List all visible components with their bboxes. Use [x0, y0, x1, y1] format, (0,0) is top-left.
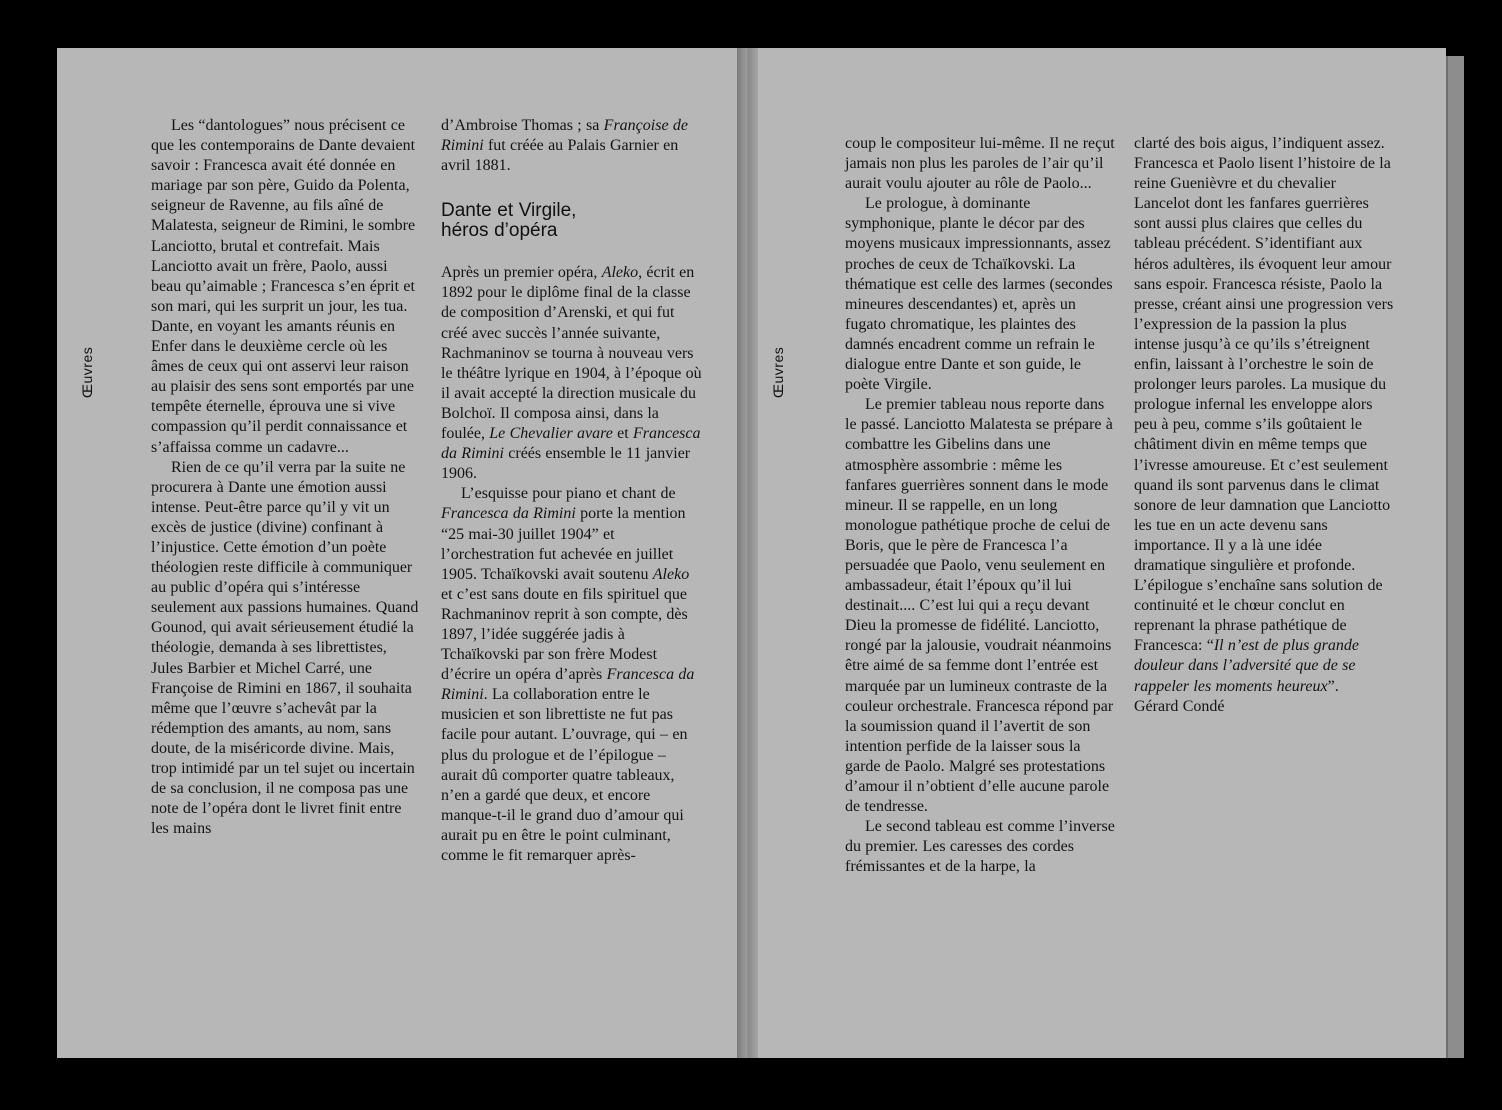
- right-page: [758, 48, 1446, 1058]
- quote: Il n’est de plus grande douleur dans l’adversité que de se rappeler les moments heureux: [1134, 637, 1359, 695]
- paragraph: Le second tableau est comme l’inverse du premier. Les caresses des cordes frémissantes et de la harpe, la: [845, 818, 1115, 876]
- paragraph: L’esquisse pour piano et chant de Francesca da Rimini porte la mention “25 mai-30 juillet 1904” et l’orchestration fut achevée en juillet 1905. Tchaïkovski avait soutenu Aleko et c’est sans doute en fils spirituel que Rachmaninov reprit à son compte, dès 1897, l’idée suggérée jadis à Tchaïkovski par son frère Modest d’écrire un opéra d’après Francesca da Rimini. La collaboration entre le musicien et son librettiste ne fut pas facile pour autant. L’ouvrage, qui – en plus du prologue et de l’épilogue – aurait dû comporter quatre tableaux, n’en a gardé que deux, et encore manque-t-il le grand duo d’amour qui aurait pu en être le point culminant, comme le fit remarquer après-: [441, 485, 695, 864]
- text-column-3: [845, 134, 1115, 877]
- page-edge: [1446, 56, 1464, 1058]
- paragraph: Le premier tableau nous reporte dans le passé. Lanciotto Malatesta se prépare à combattre les Gibelins dans une atmosphère assombrie : même les fanfares guerrières sonnent dans le mode mineur. Il se rappelle, en un long monologue pathétique proche de celui de Boris, que le père de Francesca l’a persuadée que Paolo, venu seulement en ambassadeur, était l’époux qu’il lui destinait.... C’est lui qui a reçu devant Dieu la promesse de fidélité. Lanciotto, rongé par la jalousie, voudrait néanmoins être aimé de sa femme dont l’entrée est marquée par un lumineux contraste de la couleur orchestrale. Francesca répond par la soumission quand il l’avertit de son intention perfide de la laisser sous la garde de Paolo. Malgré ses protestations d’amour il n’obtient d’elle aucune parole de tendresse.: [845, 396, 1114, 816]
- text-column-2: [441, 116, 705, 866]
- paragraph: Les “dantologues” nous précisent ce que les contemporains de Dante devaient savoir : Francesca avait été donnée en mariage par son père, Guido da Polenta, seigneur de Ravenne, au fils aîné de Malatesta, seigneur de Rimini, le sombre Lanciotto, brutal et contrefait. Mais Lanciotto avait un frère, Paolo, aussi beau qu’aimable ; Francesca s’en éprit et son mari, qui les surprit un jour, les tua. Dante, en voyant les amants réunis en Enfer dans le deuxième cercle où les âmes de ceux qui ont asservi leur raison au plaisir des sens sont emportés par une tempête éternelle, éprouva une si vive compassion qu’il perdit connaissance et s’affaissa comme un cadavre...: [151, 117, 416, 456]
- paragraph: Rien de ce qu’il verra par la suite ne procurera à Dante une émotion aussi intense. Peut-être parce qu’il y vit un excès de justice (divine) confinant à l’injustice. Cette émotion d’un poète théologien reste difficile à communiquer au public d’opéra qui s’intéresse seulement aux passions humaines. Quand Gounod, qui avait sérieusement étudié la théologie, demanda à ses librettistes, Jules Barbier et Michel Carré, une Françoise de Rimini en 1867, il souhaita même que l’œuvre s’achevât par la rédemption des amants, au nom, sans doute, de la miséricorde divine. Mais, trop intimidé par un tel sujet ou incertain de sa conclusion, il ne composa pas une note de l’opéra dont le livret finit entre les mains: [151, 458, 419, 838]
- paragraph: d’Ambroise Thomas ; sa Françoise de Rimini fut créée au Palais Garnier en avril 1881.: [441, 117, 688, 175]
- author-signature: Gérard Condé: [1134, 697, 1225, 715]
- left-page: [57, 48, 737, 1058]
- section-heading: Dante et Virgile, héros d’opéra: [441, 200, 577, 242]
- paragraph: Après un premier opéra, Aleko, écrit en 1892 pour le diplôme final de la classe de composition d’Arenski, et qui fut créé avec succès l’année suivante, Rachmaninov se tourna à nouveau vers le théâtre lyrique en 1904, à l’époque où il avait accepté la direction musicale du Bolchoï. Il composa ainsi, dans la foulée, Le Chevalier avare et Francesca da Rimini créés ensemble le 11 janvier 1906.: [441, 264, 702, 483]
- paragraph: coup le compositeur lui-même. Il ne reçut jamais non plus les paroles de l’air qu’il aurait voulu ajouter au rôle de Paolo...: [845, 135, 1115, 193]
- book-gutter: [737, 48, 758, 1058]
- text-column-1: [151, 116, 421, 839]
- paragraph: Le prologue, à dominante symphonique, plante le décor par des moyens musicaux impressionnants, assez proches de ceux de Tchaïkovski. La thématique est celle des larmes (secondes mineures descendantes) et, après un fugato chromatique, les plaintes des damnés encadrent comme un refrain le dialogue entre Dante et son guide, le poète Virgile.: [845, 195, 1113, 394]
- side-label-oeuvres: Œuvres: [770, 346, 786, 398]
- paragraph: clarté des bois aigus, l’indiquent assez. Francesca et Paolo lisent l’histoire de la reine Guenièvre et du chevalier Lancelot dont les fanfares guerrières sont aussi plus claires que celles du tableau précédent. S’identifiant aux héros adultères, ils évoquent leur amour sans espoir. Francesca résiste, Paolo la presse, créant ainsi une progression vers l’expression de la passion la plus intense jusqu’à ce qu’ils s’étreignent enfin, laissant à l’orchestre le soin de prolonger leurs paroles. La musique du prologue infernal les enveloppe alors peu à peu, comme s’ils goûtaient le châtiment divin en même temps que l’ivresse amoureuse. Et c’est seulement quand ils sont parvenus dans le climat sonore de leur damnation que Lanciotto les tue en un acte devenu sans importance. Il y a là une idée dramatique singulière et profonde. L’épilogue s’enchaîne sans solution de continuité et le chœur conclut en reprenant la phrase pathétique de Francesca: “Il n’est de plus grande douleur dans l’adversité que de se rappeler les moments heureux”.: [1134, 135, 1394, 695]
- text-column-4: [1134, 134, 1396, 717]
- side-label-oeuvres: Œuvres: [79, 346, 95, 398]
